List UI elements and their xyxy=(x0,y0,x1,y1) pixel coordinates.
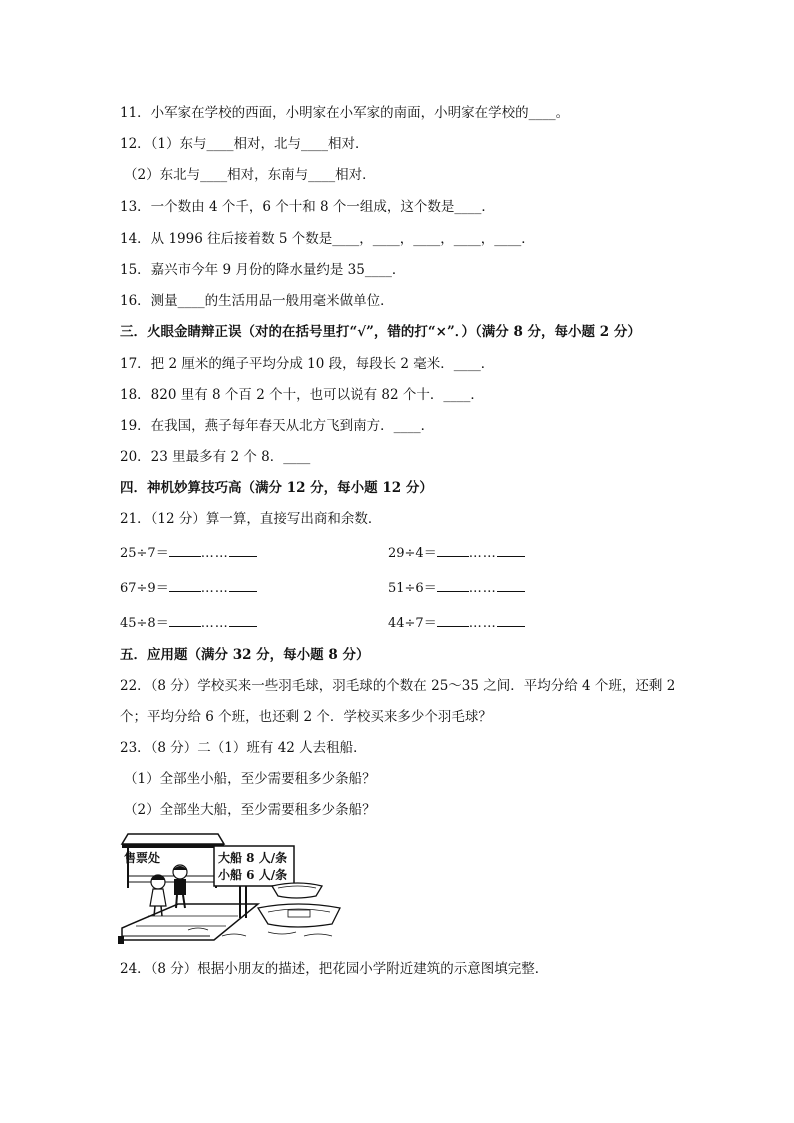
answer-blank[interactable] xyxy=(169,613,201,627)
answer-blank[interactable] xyxy=(497,543,525,557)
calc-separator: …… xyxy=(468,616,497,631)
answer-blank[interactable] xyxy=(229,613,257,627)
dock xyxy=(122,904,258,940)
big-boat-price: 大船 8 人/条 xyxy=(218,851,288,865)
question-22-line1: 22．（8 分）学校买来一些羽毛球，羽毛球的个数在 25～35 之间．平均分给 4 个班，还剩 2 xyxy=(120,678,676,694)
booth-counter xyxy=(128,876,216,882)
calc-expression: 67÷9＝ xyxy=(120,581,169,596)
calc-separator: …… xyxy=(200,616,229,631)
question-11: 11．小军家在学校的西面，小明家在小军家的南面，小明家在学校的____。 xyxy=(120,105,570,121)
question-16: 16．测量____的生活用品一般用毫米做单位． xyxy=(120,293,394,309)
question-18: 18．820 里有 8 个百 2 个十，也可以说有 82 个十．____． xyxy=(120,387,484,403)
question-19: 19．在我国，燕子每年春天从北方飞到南方．____． xyxy=(120,418,435,434)
small-boat-price: 小船 6 人/条 xyxy=(218,868,288,882)
answer-blank[interactable] xyxy=(497,613,525,627)
calc-separator: …… xyxy=(468,546,497,561)
calc-expression: 29÷4＝ xyxy=(388,546,437,561)
calc-expression: 25÷7＝ xyxy=(120,546,169,561)
section-5-heading: 五．应用题（满分 32 分，每小题 8 分） xyxy=(120,647,370,663)
question-12-1: 12．（1）东与____相对，北与____相对． xyxy=(120,136,369,152)
section-4-heading: 四．神机妙算技巧高（满分 12 分，每小题 12 分） xyxy=(120,480,433,496)
calc-separator: …… xyxy=(200,546,229,561)
answer-blank[interactable] xyxy=(169,543,201,557)
section-3-heading: 三．火眼金睛辩正误（对的在括号里打“√”，错的打“×”．）（满分 8 分，每小题 2 分） xyxy=(120,324,641,340)
question-15: 15．嘉兴市今年 9 月份的降水量约是 35____． xyxy=(120,262,406,278)
boat-rental-illustration xyxy=(118,832,344,946)
dock-post xyxy=(118,936,124,944)
big-boat xyxy=(258,904,340,927)
calc-item xyxy=(388,578,525,598)
question-14: 14．从 1996 往后接着数 5 个数是____，____，____，____，____． xyxy=(120,231,535,247)
answer-blank[interactable] xyxy=(437,613,469,627)
question-23-1: （1）全部坐小船，至少需要租多少条船？ xyxy=(124,771,376,787)
calc-expression: 45÷8＝ xyxy=(120,616,169,631)
calc-item xyxy=(388,543,525,563)
question-24: 24．（8 分）根据小朋友的描述，把花园小学附近建筑的示意图填完整． xyxy=(120,961,549,977)
booth-roof-edge xyxy=(122,844,224,848)
question-17: 17．把 2 厘米的绳子平均分成 10 段，每段长 2 毫米．____． xyxy=(120,356,495,372)
answer-blank[interactable] xyxy=(437,578,469,592)
question-22-line2: 个；平均分给 6 个班，也还剩 2 个．学校买来多少个羽毛球？ xyxy=(120,709,492,725)
girl-dress xyxy=(150,889,166,906)
calc-separator: …… xyxy=(200,581,229,596)
answer-blank[interactable] xyxy=(169,578,201,592)
question-23: 23．（8 分）二（1）班有 42 人去租船． xyxy=(120,740,367,756)
question-12-2: （2）东北与____相对，东南与____相对． xyxy=(124,167,376,183)
answer-blank[interactable] xyxy=(437,543,469,557)
answer-blank[interactable] xyxy=(229,578,257,592)
booth-roof xyxy=(122,834,224,844)
calc-item xyxy=(388,613,525,633)
question-21: 21．（12 分）算一算，直接写出商和余数． xyxy=(120,511,382,527)
calc-item xyxy=(120,578,257,598)
small-boat xyxy=(272,883,322,898)
answer-blank[interactable] xyxy=(497,578,525,592)
calc-expression: 51÷6＝ xyxy=(388,581,437,596)
calc-expression: 44÷7＝ xyxy=(388,616,437,631)
question-20: 20．23 里最多有 2 个 8．____ xyxy=(120,449,311,465)
answer-blank[interactable] xyxy=(229,543,257,557)
question-23-2: （2）全部坐大船，至少需要租多少条船？ xyxy=(124,802,376,818)
ticket-sign: 售票处 xyxy=(124,851,161,865)
calc-separator: …… xyxy=(468,581,497,596)
calc-item xyxy=(120,543,257,563)
boy-shirt xyxy=(174,879,186,895)
question-13: 13．一个数由 4 个千，6 个十和 8 个一组成，这个数是____． xyxy=(120,199,495,215)
calc-item xyxy=(120,613,257,633)
